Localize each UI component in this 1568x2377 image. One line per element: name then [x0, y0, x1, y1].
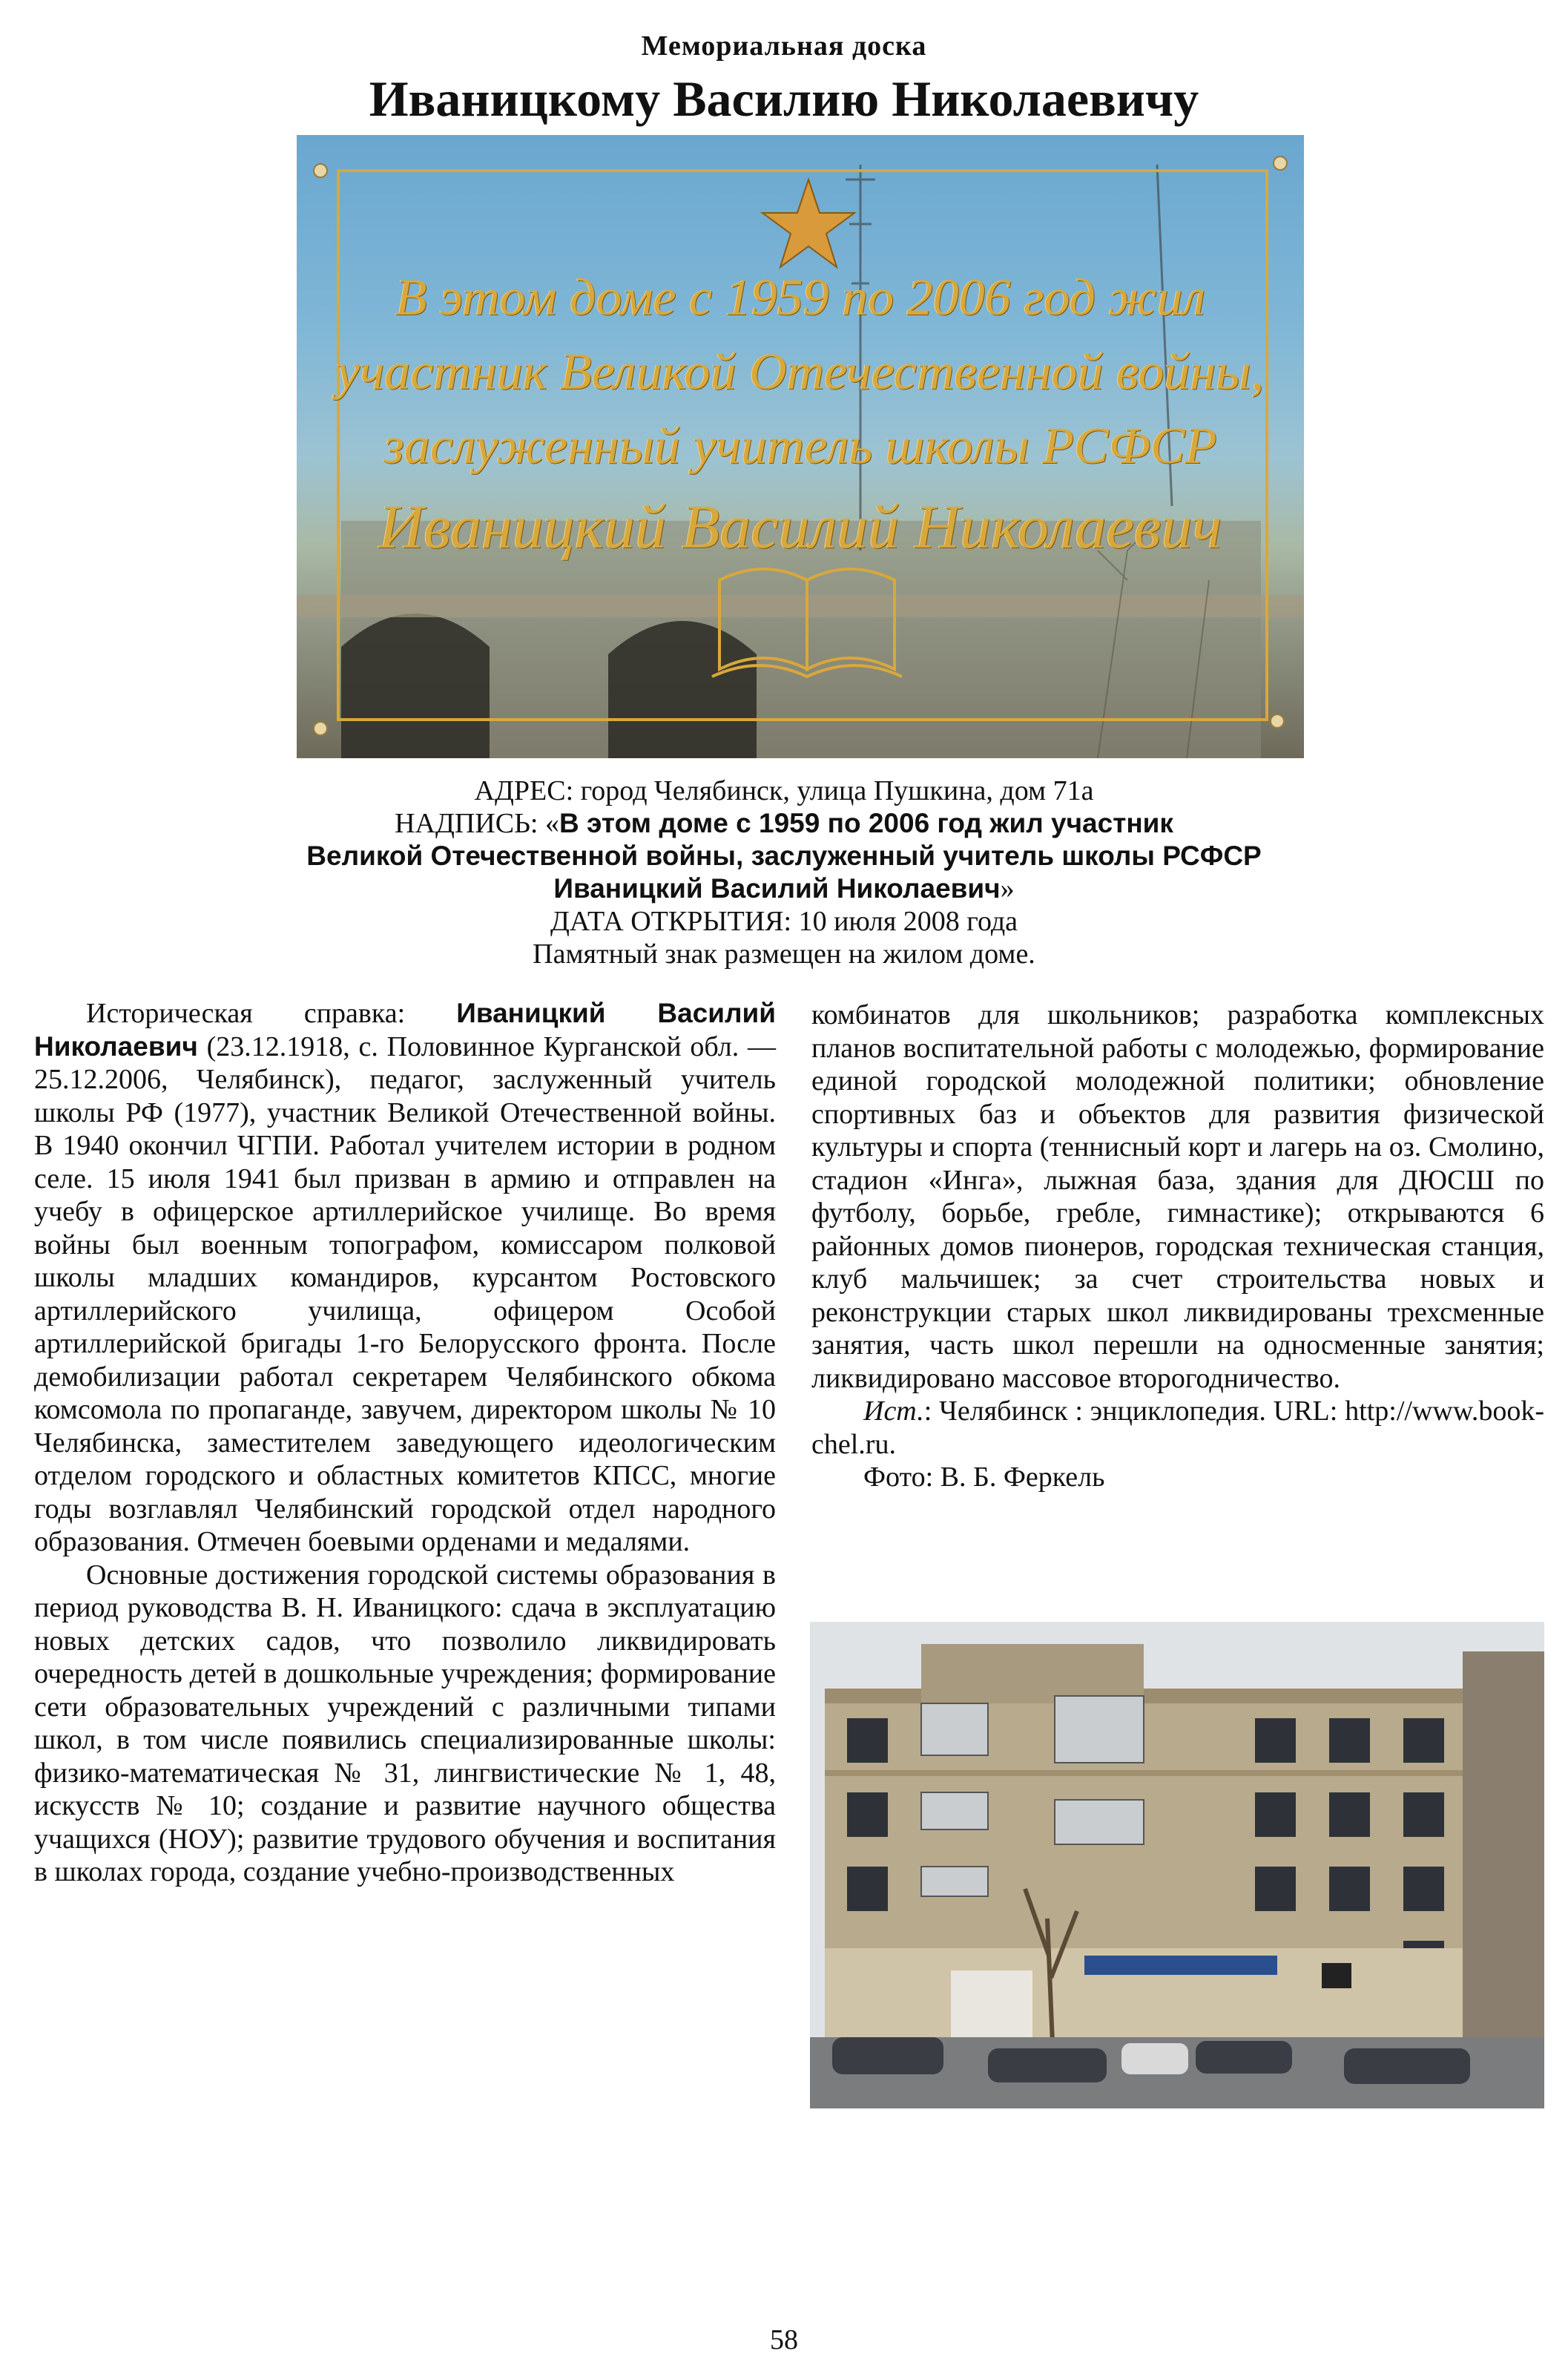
page-title: Иваницкому Василию Николаевичу: [369, 70, 1199, 127]
text-column-left: [34, 997, 776, 1889]
inscription-text-2: Великой Отечественной войны, заслуженный учитель школы РСФСР: [306, 841, 1262, 871]
plaque-line-4: Иваницкий Василий Николаевич: [378, 493, 1222, 562]
quote-open: «: [544, 808, 559, 839]
history-lead: Историческая справка:: [86, 998, 457, 1029]
plaque-line-3: заслуженный учитель школы РСФСР: [383, 418, 1217, 475]
date-line: [0, 905, 1568, 938]
text-column-right: [811, 999, 1544, 1494]
plaque-line-2: участник Великой Отечественной войны,: [336, 343, 1265, 401]
placement-note: Памятный знак размещен на жилом доме.: [533, 938, 1035, 970]
inscription-text-3: Иваницкий Василий Николаевич: [553, 873, 1001, 904]
address-line: [0, 775, 1568, 807]
inscription-line: [0, 807, 1568, 840]
paragraph-achievements: Основные достижения городской системы образования в период руководства В. Н. Иваницкого: сдача в эксплуатацию новых детских садов, что позволило ликвидировать очередность детей в дошкольные учреждения; формирование сети образовательных учреждений с различными типами школ, в том числе появились специализированные школы: физико-математическая № 31, лингвистические № 1, 48, искусств № 10; создание и развитие научного общества учащихся (НОУ); развитие трудового обучения и воспитания в школах города, создание учебно-производственных: [34, 1559, 776, 1887]
inscription-label: НАДПИСЬ:: [395, 808, 538, 839]
plaque-line-1: В этом доме с 1959 по 2006 год жил: [395, 269, 1206, 326]
paragraph-history: [34, 997, 776, 1559]
source-label: Ист.: [863, 1395, 924, 1427]
history-text: (23.12.1918, с. Половинное Курганской обл. — 25.12.2006, Челябинск), педагог, заслуженный учитель школы РФ (1977), участник Великой Отечественной войны. В 1940 окончил ЧГПИ. Работал учителем истории в родном селе. 15 июля 1941 был призван в армию и отправлен на учебу в офицерское артиллерийское училище. Во время войны был военным топографом, комиссаром полковой школы младших командиров, курсантом Ростовского артиллерийского училища, офицером Особой артиллерийской бригады 1-го Белорусского фронта. После демобилизации работал секретарем Челябинского обкома комсомола по пропаганде, завучем, директором школы № 10 Челябинска, заместителем заведующего идеологическим отделом городского и областных комитетов КПСС, многие годы возглавлял Челябинский городской отдел народного образования. Отмечен боевыми орденами и медалями.: [34, 1030, 776, 1557]
inscription-text-1: В этом доме с 1959 по 2006 год жил участник: [559, 808, 1173, 838]
building-illustration: [810, 1622, 1544, 2108]
page-subtitle: Мемориальная доска: [641, 30, 927, 62]
address-value: город Челябинск, улица Пушкина, дом 71а: [580, 775, 1094, 806]
person-name: Иваницкий Василий Николаевич: [34, 998, 776, 1062]
inscription-line-2-wrap: [0, 840, 1568, 872]
star-icon: [762, 180, 854, 267]
page-number: 58: [770, 2324, 798, 2355]
photo-credit: Фото: В. Б. Феркель: [863, 1462, 1105, 1493]
date-label: ДАТА ОТКРЫТИЯ:: [550, 906, 792, 937]
quote-close: »: [1000, 873, 1015, 904]
address-label: АДРЕС:: [474, 775, 574, 806]
plaque-photo: [297, 135, 1304, 758]
date-value: 10 июля 2008 года: [798, 906, 1018, 937]
source-line: [811, 1395, 1544, 1461]
plaque-info: [0, 775, 1568, 970]
source-text: : Челябинск : энциклопедия. URL: http://www.book-chel.ru.: [811, 1395, 1544, 1460]
inscription-line-3-wrap: [0, 872, 1568, 905]
paragraph-achievements-cont: комбинатов для школьников; разработка комплексных планов воспитательной работы с молодежью, формирование единой городской молодежной политики; обновление спортивных баз и объектов для развития физической культуры и спорта (теннисный корт и лагерь на оз. Смолино, стадион «Инга», лыжная база, здания для ДЮСШ по футболу, борьбе, гребле, гимнастике); открываются 6 районных домов пионеров, городская техническая станция, клуб мальчишек; за счет строительства новых и реконструкции старых школ ликвидированы трехсменные занятия, часть школ перешли на односменные занятия; ликвидировано массовое второгодничество.: [811, 999, 1544, 1394]
building-photo: [810, 1622, 1544, 2108]
